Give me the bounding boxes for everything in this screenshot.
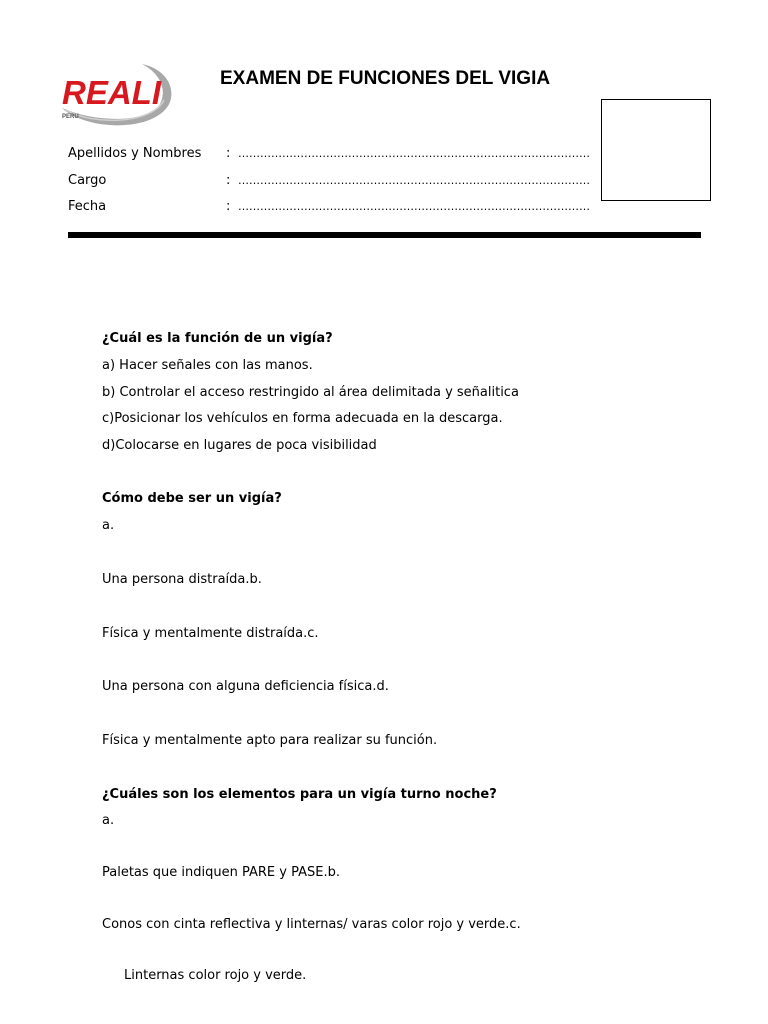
answer-option: Física y mentalmente distraída.c. [102,626,319,641]
question-title: ¿Cuáles son los elementos para un vigía turno noche? [102,787,497,802]
answer-option: Una persona con alguna deficiencia física.d. [102,679,389,694]
answer-option: d)Colocarse en lugares de poca visibilidad [102,438,377,453]
answer-option: a) Hacer señales con las manos. [102,358,313,373]
field-colon: : [226,173,231,188]
exam-title: EXAMEN DE FUNCIONES DEL VIGIA [220,68,551,89]
question-title: Cómo debe ser un vigía? [102,491,282,506]
date-field[interactable]: …………………………………………………………………………………… [238,200,590,213]
answer-option: c)Posicionar los vehículos en forma adecuada en la descarga. [102,411,503,426]
field-colon: : [226,146,231,161]
logo-wordmark: REALI [62,74,161,111]
answer-option: b) Controlar el acceso restringido al área delimitada y señalitica [102,385,519,400]
answer-option: Linternas color rojo y verde. [124,968,307,983]
answer-option: Una persona distraída.b. [102,572,262,587]
names-field[interactable]: …………………………………………………………………………………… [238,147,590,160]
position-field[interactable]: …………………………………………………………………………………… [238,174,590,187]
field-row-date [68,199,590,214]
answer-option: Conos con cinta reflectiva y linternas/ varas color rojo y verde.c. [102,917,521,932]
reali-logo [58,62,178,130]
answer-option: Paletas que indiquen PARE y PASE.b. [102,865,340,880]
field-row-position [68,173,590,188]
field-label: Cargo [68,173,107,188]
logo-subtext: PERU [62,114,79,120]
photo-box [601,99,711,201]
reali-logo-graphic [58,62,178,130]
answer-option: a. [102,518,115,533]
header-divider [68,232,701,238]
field-colon: : [226,199,231,214]
field-row-names [68,146,590,161]
field-label: Apellidos y Nombres [68,146,202,161]
answer-option: Física y mentalmente apto para realizar su función. [102,733,438,748]
question-title: ¿Cuál es la función de un vigía? [102,331,333,346]
field-label: Fecha [68,199,107,214]
answer-option: a. [102,813,115,828]
